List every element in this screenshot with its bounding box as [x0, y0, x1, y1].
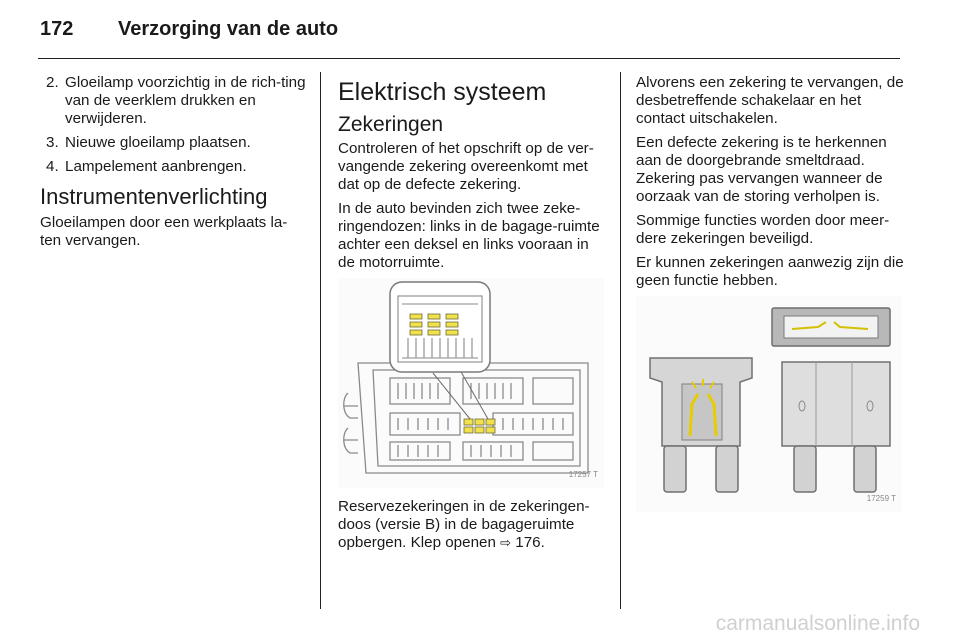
middle-column	[338, 74, 606, 558]
page-reference[interactable]: 176.	[511, 534, 545, 551]
fuse-box-figure	[338, 278, 604, 488]
list-item	[40, 158, 308, 176]
step-text: Lampelement aanbrengen.	[65, 158, 247, 175]
list-item	[40, 74, 308, 128]
page-title: Verzorging van de auto	[118, 18, 339, 40]
paragraph: In de auto bevinden zich twee zeke-ringendozen: links in de bagage-ruimte achter een deksel en links vooraan in de motorruimte.	[338, 200, 600, 271]
watermark: carmanualsonline.info	[715, 612, 920, 635]
paragraph: Alvorens een zekering te vervangen, de desbetreffende schakelaar en het contact uitschakelen.	[636, 74, 904, 127]
fuse-figure	[636, 296, 902, 512]
arrow-right-icon: ⇨	[500, 535, 512, 550]
figure-code: 17257 T	[568, 470, 598, 479]
step-text: Nieuwe gloeilamp plaatsen.	[65, 134, 251, 151]
header-rule	[38, 58, 900, 59]
page-header	[40, 18, 338, 41]
column-divider-2	[620, 72, 621, 609]
right-column	[636, 74, 904, 522]
paragraph: Een defecte zekering is te herkennen aan de doorgebrande smeltdraad. Zekering pas vervangen wanneer de oorzaak van de storing verholpen is.	[636, 134, 887, 205]
subheading-zekeringen: Zekeringen	[338, 113, 444, 136]
page-number: 172	[40, 18, 74, 40]
left-column	[40, 74, 308, 256]
section-title-instrumentenverlichting: Instrumentenverlichting	[40, 184, 268, 209]
step-number: 4.	[46, 158, 59, 175]
figure-caption: Reservezekeringen in de zekeringen-doos (versie B) in de bagageruimte opbergen. Klep openen ⇨ 176.	[338, 498, 590, 551]
figure-code: 17259 T	[866, 494, 896, 503]
step-number: 3.	[46, 134, 59, 151]
steps-list	[40, 74, 308, 176]
fuse-diagram	[636, 296, 902, 512]
step-text: Gloeilamp voorzichtig in de rich-ting van de veerklem drukken en verwijderen.	[65, 74, 306, 127]
step-number: 2.	[46, 74, 59, 91]
heading-elektrisch-systeem: Elektrisch systeem	[338, 78, 547, 106]
list-item	[40, 134, 308, 152]
paragraph: Sommige functies worden door meer-dere zekeringen beveiligd.	[636, 212, 890, 247]
paragraph: Er kunnen zekeringen aanwezig zijn die geen functie hebben.	[636, 254, 904, 289]
fuse-box-diagram	[338, 278, 604, 488]
paragraph: Controleren of het opschrift op de ver-vangende zekering overeenkomt met dat op de defecte zekering.	[338, 140, 594, 193]
section-text: Gloeilampen door een werkplaats la-ten vervangen.	[40, 214, 288, 249]
column-divider-1	[320, 72, 321, 609]
